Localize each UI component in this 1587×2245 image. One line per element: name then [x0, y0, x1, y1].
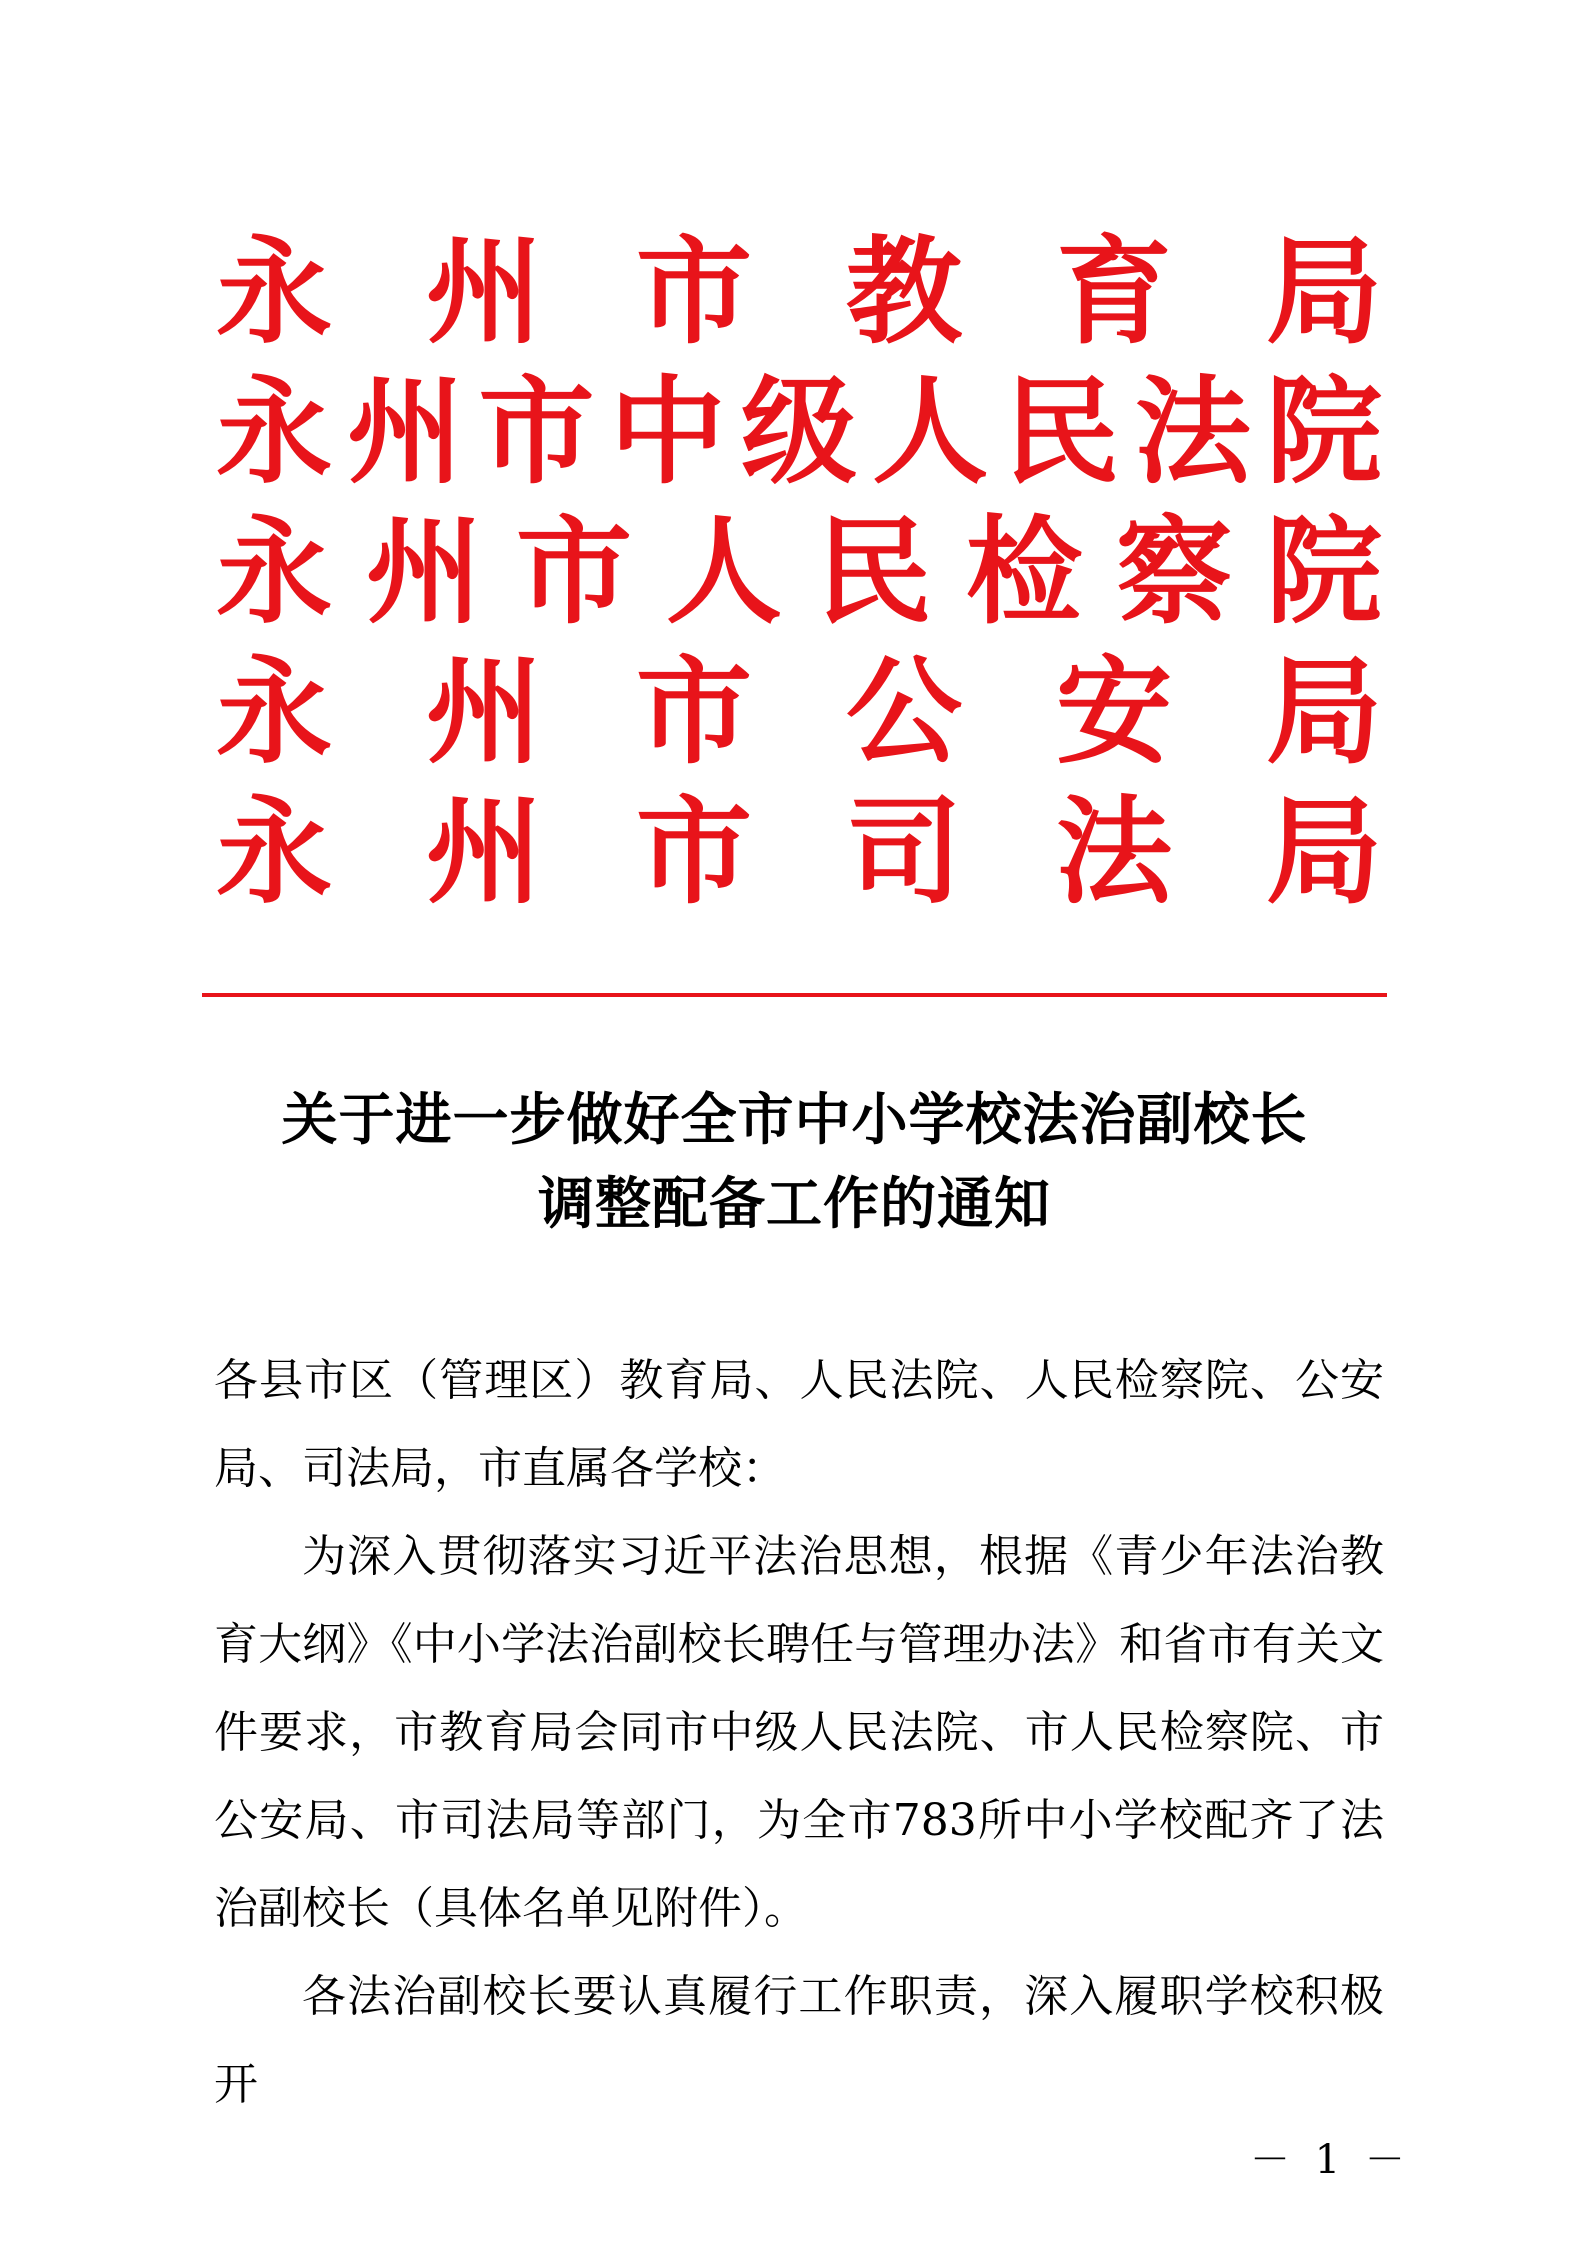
body-paragraph-2: 各法治副校长要认真履行工作职责，深入履职学校积极开 [214, 1971, 1384, 2110]
issuer-char: 永 [216, 364, 332, 500]
issuer-char: 市 [636, 644, 752, 780]
issuer-char: 院 [1266, 504, 1382, 640]
issuer-char: 公 [846, 644, 962, 780]
issuer-char: 教 [846, 224, 962, 360]
issuer-char: 级 [741, 364, 857, 500]
issuer-line-public-security-bureau [214, 642, 1384, 782]
issuer-char: 民 [1003, 364, 1120, 500]
issuer-char: 州 [347, 364, 464, 500]
red-header-divider [202, 993, 1387, 997]
issuer-char: 法 [1056, 784, 1172, 920]
issuer-char: 人 [666, 504, 782, 640]
issuer-char: 人 [872, 364, 989, 500]
issuer-char: 安 [1056, 644, 1172, 780]
issuer-char: 民 [816, 504, 932, 640]
title-line-1: 关于进一步做好全市中小学校法治副校长 [281, 1087, 1308, 1153]
issuer-char: 法 [1134, 364, 1251, 500]
issuer-char: 市 [636, 224, 752, 360]
issuer-char: 永 [216, 504, 332, 640]
document-body [214, 1337, 1384, 2129]
issuer-char: 永 [216, 784, 332, 920]
issuer-char: 永 [216, 644, 332, 780]
body-paragraph-1: 为深入贯彻落实习近平法治思想，根据《青少年法治教育大纲》《中小学法治副校长聘任与管理办法》和省市有关文件要求，市教育局会同市中级人民法院、市人民检察院、市公安局、市司法局等部门，为全市783所中小学校配齐了法治副校长（具体名单见附件）。 [214, 1531, 1384, 1934]
issuer-char: 市 [636, 784, 752, 920]
issuer-line-procuratorate [214, 502, 1384, 642]
issuer-char: 州 [426, 644, 542, 780]
document-title [202, 1078, 1387, 1246]
issuer-char: 州 [366, 504, 482, 640]
issuer-char: 市 [516, 504, 632, 640]
issuer-char: 察 [1116, 504, 1232, 640]
issuer-block [214, 222, 1384, 922]
issuer-char: 检 [966, 504, 1082, 640]
issuer-char: 局 [1266, 784, 1382, 920]
issuer-line-education-bureau [214, 222, 1384, 362]
issuer-char: 中 [609, 364, 726, 500]
page-number: － 1 － [1250, 2137, 1411, 2183]
issuer-char: 司 [846, 784, 962, 920]
issuer-char: 局 [1266, 644, 1382, 780]
issuer-line-intermediate-court [214, 362, 1384, 502]
addressee-paragraph: 各县市区（管理区）教育局、人民法院、人民检察院、公安局、司法局，市直属各学校： [214, 1355, 1384, 1494]
issuer-char: 院 [1266, 364, 1382, 500]
issuer-char: 局 [1266, 224, 1382, 360]
issuer-char: 育 [1056, 224, 1172, 360]
issuer-char: 永 [216, 224, 332, 360]
issuer-char: 市 [478, 364, 595, 500]
issuer-char: 州 [426, 224, 542, 360]
issuer-line-justice-bureau [214, 782, 1384, 922]
issuer-char: 州 [426, 784, 542, 920]
title-line-2: 调整配备工作的通知 [538, 1171, 1051, 1237]
